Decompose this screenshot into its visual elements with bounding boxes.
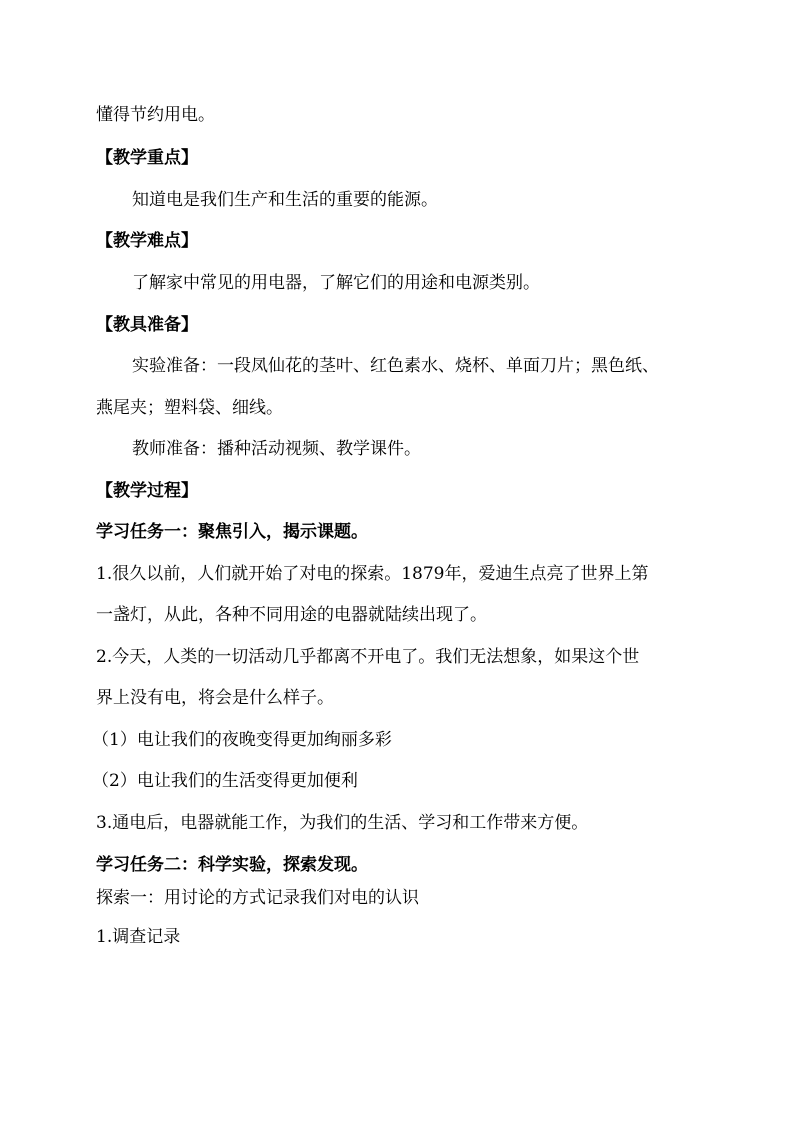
explore-one: 探索一：用讨论的方式记录我们对电的认识 [96,888,419,908]
intro-line: 懂得节约用电。 [96,105,215,125]
task-one-heading: 学习任务一：聚焦引入，揭示课题。 [96,522,368,542]
materials-experiment-line2: 燕尾夹；塑料袋、细线。 [96,398,283,418]
difficulties-text: 了解家中常见的用电器，了解它们的用途和电源类别。 [132,273,540,293]
task-two-heading: 学习任务二：科学实验，探索发现。 [96,855,368,875]
item-2-line2: 界上没有电，将会是什么样子。 [96,688,334,708]
heading-difficulties: 【教学难点】 [96,231,198,251]
item-1-line1: 1.很久以前，人们就开始了对电的探索。1879年，爱迪生点亮了世界上第 [96,564,649,584]
materials-teacher: 教师准备：播种活动视频、教学课件。 [132,439,421,459]
item-3: 3.通电后，电器就能工作，为我们的生活、学习和工作带来方便。 [96,813,589,833]
sub-item-2: （2）电让我们的生活变得更加便利 [92,771,358,791]
sub-item-1: （1）电让我们的夜晚变得更加绚丽多彩 [92,730,392,750]
survey-record: 1.调查记录 [96,927,181,947]
heading-materials: 【教具准备】 [96,315,198,335]
item-1-line2: 一盏灯，从此，各种不同用途的电器就陆续出现了。 [96,605,487,625]
heading-key-points: 【教学重点】 [96,148,198,168]
heading-process: 【教学过程】 [96,481,198,501]
materials-experiment-line1: 实验准备：一段凤仙花的茎叶、红色素水、烧杯、单面刀片；黑色纸、 [132,356,659,376]
item-2-line1: 2.今天，人类的一切活动几乎都离不开电了。我们无法想象，如果这个世 [96,647,640,667]
key-points-text: 知道电是我们生产和生活的重要的能源。 [132,190,438,210]
